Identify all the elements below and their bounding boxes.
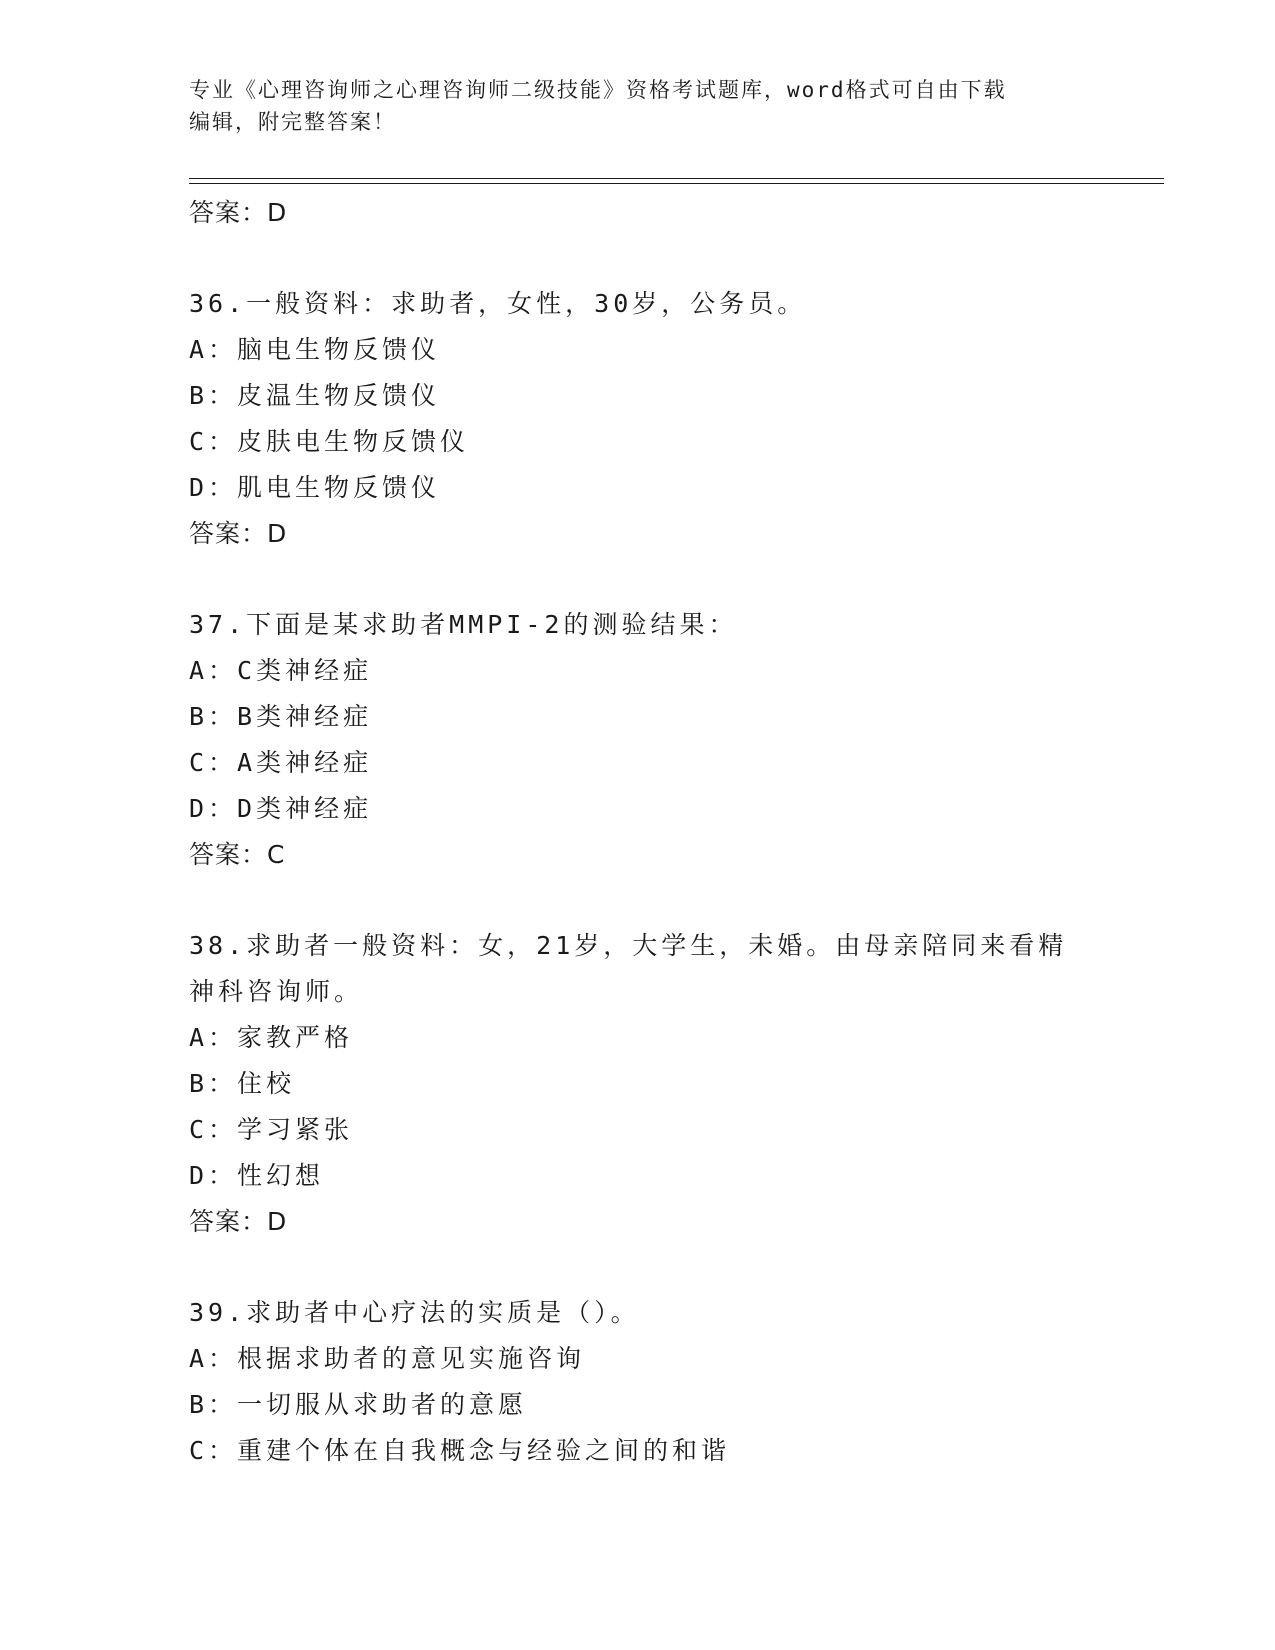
option-b: B：皮温生物反馈仪 <box>189 381 441 410</box>
question-list <box>189 190 1089 1474</box>
header-line-1: 专业《心理咨询师之心理咨询师二级技能》资格考试题库，word格式可自由下载 <box>189 78 1007 102</box>
option-b: B：B类神经症 <box>189 702 373 731</box>
question-block-36 <box>189 281 1089 557</box>
spacer <box>189 557 1089 602</box>
option-a: A：家教严格 <box>189 1023 354 1052</box>
question-text: 36.一般资料：求助者，女性，30岁，公务员。 <box>189 289 807 318</box>
question-block-38 <box>189 923 1089 1245</box>
question-block-37 <box>189 602 1089 878</box>
question-text: 39.求助者中心疗法的实质是（）。 <box>189 1298 640 1327</box>
previous-answer: 答案：D <box>189 198 288 227</box>
option-d: D：肌电生物反馈仪 <box>189 473 441 502</box>
spacer <box>189 236 1089 281</box>
option-c: C：重建个体在自我概念与经验之间的和谐 <box>189 1436 731 1465</box>
option-a: A：C类神经症 <box>189 656 373 685</box>
option-b: B：住校 <box>189 1069 296 1098</box>
question-text: 37.下面是某求助者MMPI-2的测验结果： <box>189 610 738 639</box>
answer-line: 答案：D <box>189 519 288 548</box>
question-block-39 <box>189 1290 1089 1474</box>
spacer <box>189 878 1089 923</box>
page-header <box>189 74 1089 138</box>
option-c: C：学习紧张 <box>189 1115 354 1144</box>
answer-line: 答案：C <box>189 840 286 869</box>
spacer <box>189 1245 1089 1290</box>
option-c: C：A类神经症 <box>189 748 373 777</box>
header-line-2: 编辑，附完整答案！ <box>189 110 396 134</box>
header-rule-thick <box>189 178 1164 179</box>
option-c: C：皮肤电生物反馈仪 <box>189 427 470 456</box>
answer-line: 答案：D <box>189 1207 288 1236</box>
option-d: D：D类神经症 <box>189 794 373 823</box>
question-text: 38.求助者一般资料：女，21岁，大学生，未婚。由母亲陪同来看精神科咨询师。 <box>189 931 1068 1006</box>
header-rule-thin <box>189 183 1164 184</box>
option-a: A：根据求助者的意见实施咨询 <box>189 1344 586 1373</box>
option-a: A：脑电生物反馈仪 <box>189 335 441 364</box>
option-b: B：一切服从求助者的意愿 <box>189 1390 528 1419</box>
option-d: D：性幻想 <box>189 1161 325 1190</box>
